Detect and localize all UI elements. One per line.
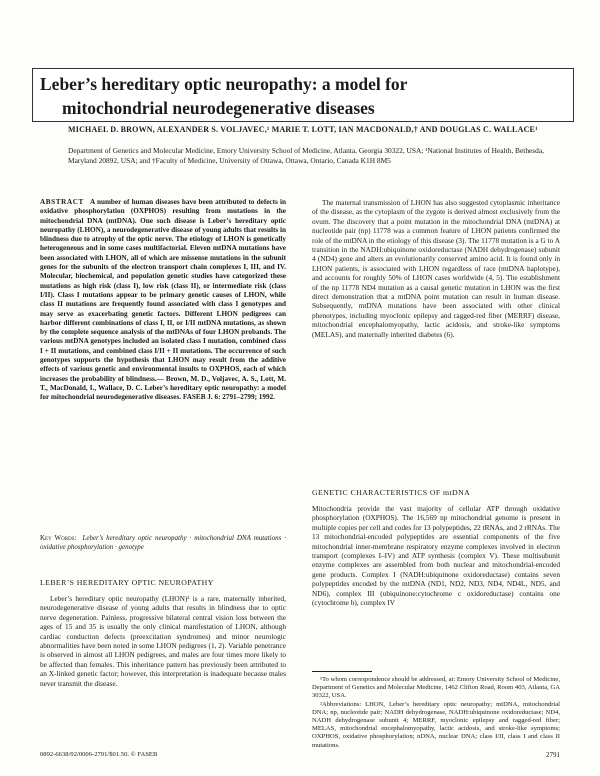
keywords-text: Leber’s hereditary optic neuropathy · mitochondrial DNA mutations · oxidative phosphorylation · genotype	[40, 534, 287, 551]
section-text-genetic: Mitochondria provide the vast majority of cellular ATP through oxidative phosphorylation (OXPHOS). The 16,569 np mitochondrial genome is present in multiple copies per cell and codes for 13 polypeptides, 22 tRNAs, and 2 rRNAs. The 13 mitochondrial-encoded polypeptides are essential components of the five mitochondrial inner-membrane respiratory enzyme complexes involved in electron transport (complexes I–IV) and ATP synthesis (complex V). These multisubunit enzyme complexes are assembled from both nuclear and mitochondrial-encoded gene products. Complex I (NADH:ubiquinone oxidoreductase) contains seven polypeptides encoded by the mtDNA (ND1, ND2, ND3, ND4, ND4L, ND5, and ND6), complex III (ubiquinone:cytochrome c oxidoreductase) contains one (cytochrome b), complex IV	[312, 504, 560, 608]
abstract-label: ABSTRACT	[40, 198, 84, 206]
footnote-1: ¹To whom correspondence should be addressed, at: Emory University School of Medicine, Department of Genetics and Molecular Medicine, 1462 Clifton Road, Room 403, Atlanta, GA 30322, USA.	[312, 676, 560, 700]
keywords-label: Key Words:	[40, 534, 77, 542]
author-list: MICHAEL D. BROWN, ALEXANDER S. VOLJAVEC,¹ MARIE T. LOTT, IAN MACDONALD,† AND DOUGLAS C. WALLACE¹	[68, 125, 538, 134]
section-heading-genetic: GENETIC CHARACTERISTICS OF mtDNA	[312, 488, 471, 497]
section-text-lhon: Leber’s hereditary optic neuropathy (LHON)² is a rare, maternally inherited, neurodegenerative disease of young adults that results in blindness due to optic nerve degeneration. Painless, progressive bilateral central vision loss between the ages of 15 and 35 is usually the only clinical manifestation of LHON, although cardiac conduction defects (preexcitation syndromes) and minor neurologic abnormalities have been noted in some LHON pedigrees (1, 2). Variable penetrance is observed in almost all LHON pedigrees, and males are four times more likely to be affected than females. This inheritance pattern has previously been attributed to an X-linked genetic factor; however, this interpretation is inadequate because males never transmit the disease.	[40, 594, 286, 688]
paper-title-line-1: Leber’s hereditary optic neuropathy: a model for	[40, 74, 408, 94]
footer-copyright: 0892-6638/92/0006-2791/$01.50. © FASEB	[40, 751, 158, 758]
abstract-text: A number of human diseases have been attributed to defects in oxidative phosphorylation (OXPHOS) resulting from mutations in the mitochondrial DNA (mtDNA). One such disease is Leber’s hereditary optic neuropathy (LHON), a neurodegenerative disease of young adults that results in blindness due to atrophy of the optic nerve. The etiology of LHON is genetically heterogeneous and in some cases multifactorial. Eleven mtDNA mutations have been associated with LHON, all of which are missense mutations in the subunit genes for the subunits of the electron transport chain complexes I, III, and IV. Molecular, biochemical, and population genetic studies have categorized these mutations as high risk (class I), low risk (class II), or intermediate risk (class I/II). Class I mutations appear to be primary genetic causes of LHON, while class II mutations are frequently found associated with class I genotypes and may serve as exacerbating genetic factors. Different LHON pedigrees can harbor different combinations of class I, II, or I/II mtDNA mutations, as shown by the complete sequence analysis of the mtDNAs of four LHON probands. The various mtDNA genotypes included an isolated class I mutation, combined class I + II mutations, and combined class I/II + II mutations. The occurrence of such genotypes supports the hypothesis that LHON may result from the additive effects of various genetic and environmental insults to OXPHOS, each of which increases the probability of blindness.— Brown, M. D., Voljavec, A. S., Lott, M. T., MacDonald, I., Wallace, D. C. Leber’s hereditary optic neuropathy: a model for mitochondrial neurodegenerative diseases. FASEB J. 6: 2791–2799; 1992.	[40, 198, 286, 402]
paper-title-line-2: mitochondrial neurodegenerative diseases	[62, 98, 375, 118]
footnotes	[312, 676, 560, 750]
footnote-2: ²Abbreviations: LHON, Leber’s hereditary optic neuropathy; mtDNA, mitochondrial DNA; np, nucleotide pair; NADH dehydrogenase, NADH:ubiquinone oxidoreductase; ND4, NADH dehydrogenase subunit 4; MERRF, myoclonic epilepsy and ragged-red fiber; MELAS, mitochondrial encephalomyopathy, lactic acidosis, and stroke-like symptoms; OXPHOS, oxidative phosphorylation; nDNA, nuclear DNA; class I/II, class I and class II mutations.	[312, 700, 560, 749]
paper-title	[40, 72, 560, 120]
abstract	[40, 198, 286, 403]
affiliations: Department of Genetics and Molecular Medicine, Emory University School of Medicine, Atlanta, Georgia 30322, USA; ¹National Institutes of Health, Bethesda, Maryland 20892, USA; and †Faculty of Medicine, University of Ottawa, Ottawa, Ontario, Canada K1H 8M5	[68, 146, 544, 165]
page-number: 2791	[546, 751, 560, 759]
footnote-divider	[312, 671, 372, 672]
keywords	[40, 534, 286, 552]
section-heading-lhon: LEBER’S HEREDITARY OPTIC NEUROPATHY	[40, 578, 214, 587]
intro-paragraph-right: The maternal transmission of LHON has also suggested cytoplasmic inheritance of the disease, as the cytoplasm of the zygote is derived almost exclusively from the ovum. The discovery that a point mutation in the mitochondrial DNA (mtDNA) at nucleotide pair (np) 11778 was a common feature of LHON patients confirmed the role of the mtDNA in the etiology of this disease (3). The 11778 mutation is a G to A transition in the NADH:ubiquinone oxidoreductase (NADH dehydrogenase) subunit 4 (ND4) gene and alters an evolutionarily conserved amino acid. It is found only in LHON patients, is associated with LHON regardless of race (mtDNA haplotype), and accounts for roughly 50% of LHON cases worldwide (4, 5). The establishment of the np 11778 ND4 mutation as a causal genetic mutation in LHON was the first direct demonstration that a mtDNA point mutation can result in human disease. Subsequently, mtDNA mutations have been associated with other clinical phenotypes, including myoclonic epilepsy and ragged-red fiber (MERRF) disease, mitochondrial encephalomyopathy, lactic acidosis, and stroke-like symptoms (MELAS), and maternally inherited diabetes (6).	[312, 198, 560, 339]
